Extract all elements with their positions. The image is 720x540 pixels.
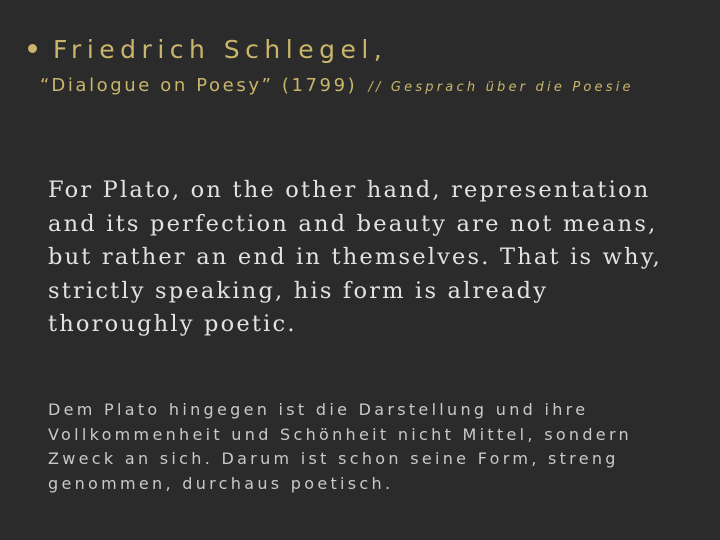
bullet-dot-icon [28, 44, 37, 53]
heading-author-line [28, 30, 708, 70]
german-quote: Dem Plato hingegen ist die Darstellung und ihre Vollkommenheit und Schönheit nicht Mittel, sondern Zweck an sich. Darum ist schon seine Form, streng genommen, durchaus poetisch. [48, 400, 632, 493]
author-name: Friedrich Schlegel, [53, 35, 388, 64]
english-quote: For Plato, on the other hand, representation and its perfection and beauty are not means, but rather an end in themselves. That is why, strictly speaking, his form is already thoroughly poetic. [48, 177, 663, 337]
german-work-title: // Gesprach über die Poesie [368, 80, 634, 95]
work-title: “Dialogue on Poesy” (1799) [40, 75, 358, 96]
slide-heading [28, 30, 708, 104]
heading-work-line [40, 70, 708, 104]
